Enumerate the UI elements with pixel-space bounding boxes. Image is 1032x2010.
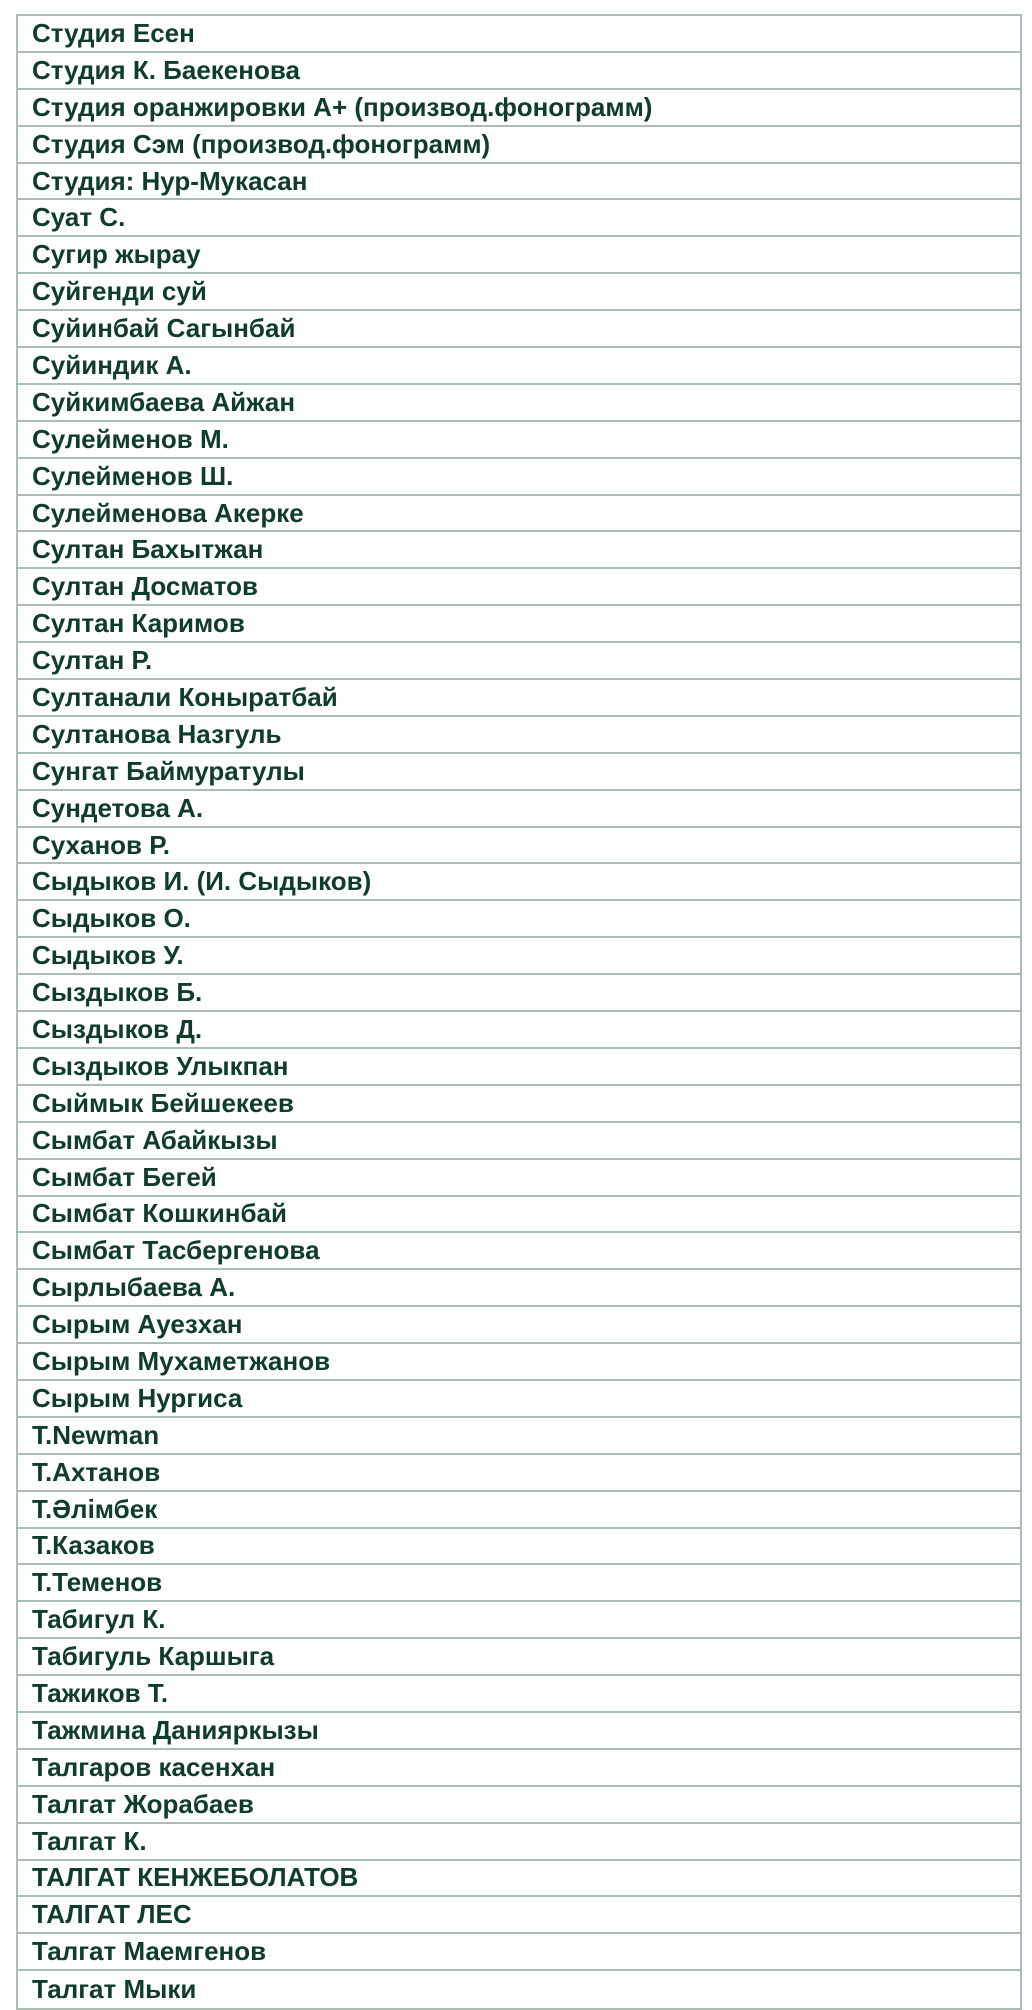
name-cell: ТАЛГАТ ЛЕС bbox=[32, 1899, 192, 1930]
table-row[interactable] bbox=[18, 200, 1020, 237]
name-cell: Студия: Нур-Мукасан bbox=[32, 165, 308, 196]
table-row[interactable] bbox=[18, 1381, 1020, 1418]
name-cell: Талгат К. bbox=[32, 1825, 147, 1856]
table-row[interactable] bbox=[18, 1971, 1020, 2008]
name-cell: Т.Әлімбек bbox=[32, 1493, 158, 1524]
name-cell: T.Newman bbox=[32, 1419, 160, 1450]
name-cell: Т.Казаков bbox=[32, 1530, 155, 1561]
name-cell: Сыймык Бейшекеев bbox=[32, 1087, 294, 1118]
table-row[interactable] bbox=[18, 90, 1020, 127]
name-cell: Талгат Жорабаев bbox=[32, 1788, 254, 1819]
table-row[interactable] bbox=[18, 938, 1020, 975]
table-row[interactable] bbox=[18, 1861, 1020, 1898]
table-row[interactable] bbox=[18, 643, 1020, 680]
name-cell: Сундетова А. bbox=[32, 792, 204, 823]
table-row[interactable] bbox=[18, 385, 1020, 422]
name-cell: Талгат Маемгенов bbox=[32, 1936, 267, 1967]
table-row[interactable] bbox=[18, 1123, 1020, 1160]
name-cell: Сымбат Кошкинбай bbox=[32, 1198, 287, 1229]
table-row[interactable] bbox=[18, 569, 1020, 606]
name-cell: Сымбат Абайкызы bbox=[32, 1124, 278, 1155]
table-row[interactable] bbox=[18, 1418, 1020, 1455]
table-row[interactable] bbox=[18, 606, 1020, 643]
table-row[interactable] bbox=[18, 348, 1020, 385]
name-cell: Сыдыков И. (И. Сыдыков) bbox=[32, 866, 372, 897]
name-cell: Суйинбай Сагынбай bbox=[32, 313, 296, 344]
table-row[interactable] bbox=[18, 1492, 1020, 1529]
name-cell: Табигуль Каршыга bbox=[32, 1641, 275, 1672]
name-cell: ТАЛГАТ КЕНЖЕБОЛАТОВ bbox=[32, 1862, 359, 1893]
table-row[interactable] bbox=[18, 1676, 1020, 1713]
name-cell: Султанали Коныратбай bbox=[32, 681, 338, 712]
table-row[interactable] bbox=[18, 975, 1020, 1012]
name-cell: Талгаров касенхан bbox=[32, 1751, 276, 1782]
name-cell: Суйкимбаева Айжан bbox=[32, 386, 296, 417]
table-row[interactable] bbox=[18, 1455, 1020, 1492]
table-row[interactable] bbox=[18, 164, 1020, 201]
table-row[interactable] bbox=[18, 754, 1020, 791]
name-cell: Сугир жырау bbox=[32, 239, 201, 270]
table-row[interactable] bbox=[18, 127, 1020, 164]
name-cell: Сырым Ауезхан bbox=[32, 1309, 243, 1340]
name-cell: Султан Р. bbox=[32, 645, 153, 676]
name-cell: Сырым Нургиса bbox=[32, 1382, 243, 1413]
table-row[interactable] bbox=[18, 237, 1020, 274]
table-row[interactable] bbox=[18, 1197, 1020, 1234]
name-list-table bbox=[16, 14, 1022, 2010]
name-cell: Тажмина Данияркызы bbox=[32, 1714, 319, 1745]
name-cell: Сымбат Тасбергенова bbox=[32, 1235, 320, 1266]
name-cell: Сырым Мухаметжанов bbox=[32, 1346, 331, 1376]
table-row[interactable] bbox=[18, 1934, 1020, 1971]
name-cell: Султан Бахытжан bbox=[32, 534, 264, 565]
name-cell: Сыздыков Улыкпан bbox=[32, 1050, 289, 1081]
name-cell: Талгат Мыки bbox=[32, 1974, 197, 2005]
name-cell: Суат С. bbox=[32, 202, 126, 233]
table-row[interactable] bbox=[18, 459, 1020, 496]
table-row[interactable] bbox=[18, 1307, 1020, 1344]
table-row[interactable] bbox=[18, 1787, 1020, 1824]
table-row[interactable] bbox=[18, 1750, 1020, 1787]
table-row[interactable] bbox=[18, 717, 1020, 754]
name-cell: Студия Сэм (производ.фонограмм) bbox=[32, 128, 491, 159]
table-row[interactable] bbox=[18, 1049, 1020, 1086]
name-cell: Сунгат Баймуратулы bbox=[32, 755, 305, 786]
table-row[interactable] bbox=[18, 496, 1020, 533]
name-cell: Табигул К. bbox=[32, 1604, 166, 1635]
name-cell: Сырлыбаева А. bbox=[32, 1272, 236, 1303]
name-cell: Сулейменов М. bbox=[32, 423, 229, 454]
table-row[interactable] bbox=[18, 864, 1020, 901]
table-row[interactable] bbox=[18, 1529, 1020, 1566]
table-row[interactable] bbox=[18, 1565, 1020, 1602]
name-cell: Т.Теменов bbox=[32, 1567, 163, 1598]
table-row[interactable] bbox=[18, 1086, 1020, 1123]
name-cell: Студия оранжировки А+ (производ.фонограмм) bbox=[32, 91, 653, 122]
name-cell: Сыздыков Д. bbox=[32, 1013, 203, 1044]
name-cell: Суйиндик А. bbox=[32, 349, 192, 380]
table-row[interactable] bbox=[18, 1160, 1020, 1197]
table-row[interactable] bbox=[18, 1012, 1020, 1049]
name-cell: Т.Ахтанов bbox=[32, 1456, 161, 1487]
name-cell: Сулейменова Акерке bbox=[32, 497, 304, 528]
name-cell: Султанова Назгуль bbox=[32, 718, 282, 749]
table-row[interactable] bbox=[18, 1824, 1020, 1861]
name-cell: Сымбат Бегей bbox=[32, 1161, 217, 1192]
table-row[interactable] bbox=[18, 1344, 1020, 1381]
name-cell: Сыдыков О. bbox=[32, 903, 191, 934]
name-cell: Сыздыков Б. bbox=[32, 977, 203, 1008]
table-row[interactable] bbox=[18, 1639, 1020, 1676]
table-row[interactable] bbox=[18, 1233, 1020, 1270]
name-cell: Тажиков Т. bbox=[32, 1678, 169, 1709]
name-cell: Студия Есен bbox=[32, 17, 195, 48]
table-row[interactable] bbox=[18, 422, 1020, 459]
name-cell: Султан Каримов bbox=[32, 608, 245, 639]
name-cell: Сыдыков У. bbox=[32, 940, 184, 971]
table-row[interactable] bbox=[18, 53, 1020, 90]
table-row[interactable] bbox=[18, 901, 1020, 938]
table-row[interactable] bbox=[18, 1602, 1020, 1639]
table-row[interactable] bbox=[18, 1270, 1020, 1307]
name-cell: Суйгенди суй bbox=[32, 276, 207, 307]
name-cell: Студия К. Баекенова bbox=[32, 54, 300, 85]
table-row[interactable] bbox=[18, 791, 1020, 828]
table-row[interactable] bbox=[18, 311, 1020, 348]
table-row[interactable] bbox=[18, 680, 1020, 717]
name-cell: Сулейменов Ш. bbox=[32, 460, 234, 491]
table-row[interactable] bbox=[18, 532, 1020, 569]
table-row[interactable] bbox=[18, 1897, 1020, 1934]
table-row[interactable] bbox=[18, 274, 1020, 311]
table-row[interactable] bbox=[18, 16, 1020, 53]
name-cell: Суханов Р. bbox=[32, 829, 170, 860]
name-cell: Султан Досматов bbox=[32, 571, 258, 602]
table-row[interactable] bbox=[18, 1713, 1020, 1750]
table-row[interactable] bbox=[18, 828, 1020, 865]
